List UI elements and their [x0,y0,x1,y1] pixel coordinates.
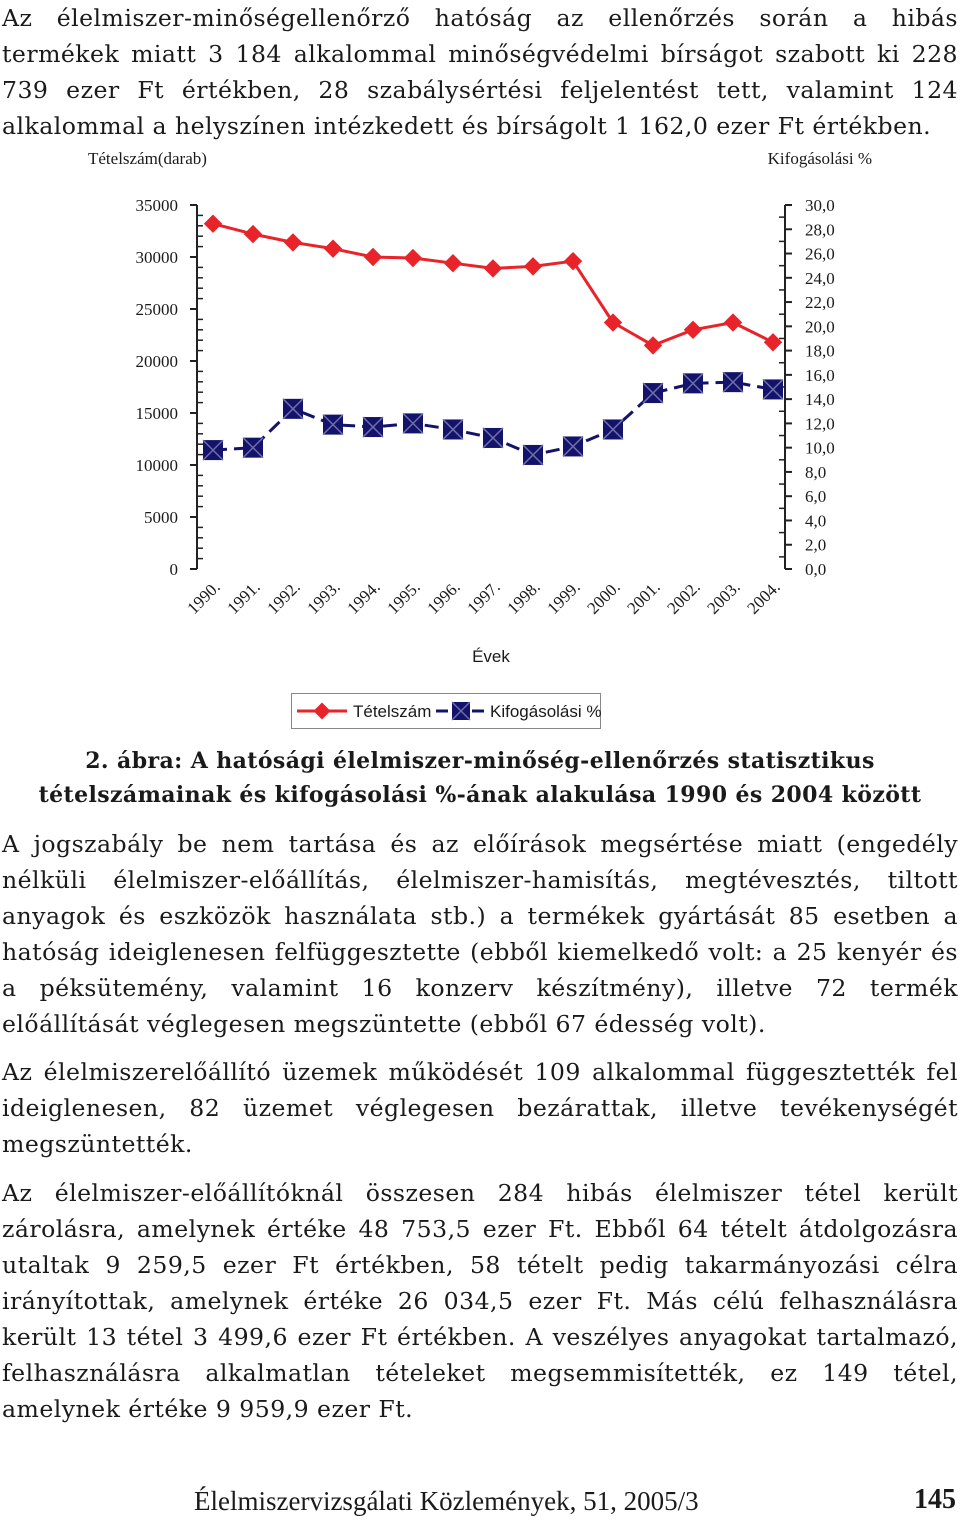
tetelszam-point [324,239,342,257]
tetelszam-point [684,321,702,339]
x-tick-label: 2000. [583,577,624,618]
page-number: 145 [914,1484,956,1515]
right-tick-label: 18,0 [805,341,835,361]
right-axis-title: Kifogásolási % [767,149,872,168]
x-tick-label: 1993. [303,577,344,618]
caption-line-1: 2. ábra: A hatósági élelmiszer-minőség-ellenőrzés statisztikus [85,748,875,774]
x-tick-label: 2004. [743,577,784,618]
tetelszam-point [724,313,742,331]
chart-svg [0,140,960,740]
left-tick-label: 5000 [144,508,178,527]
kifogasolasi-point [243,438,263,458]
tetelszam-point [604,313,622,331]
left-tick-label: 20000 [135,352,178,371]
x-tick-label: 1991. [223,577,264,618]
kifogasolasi-point [203,440,223,460]
legend-entry-kifogasolasi [436,702,602,721]
paragraph-1: A jogszabály be nem tartása és az előírások megsértése miatt (engedély nélküli élelmiszer-előállítás, élelmiszer-hamisítás, megtévesztés, tiltott anyagok és eszközök használata stb.) a termékek gyártását 85 esetben a hatóság ideiglenesen felfüggesztette (ebből kiemelkedő volt: a 25 kenyér és a péksütemény, valamint 16 konzerv készítmény), illetve 72 termék előállítását véglegesen megszüntette (ebből 67 édesség volt). [2,830,958,1038]
x-axis-title: Évek [472,647,510,666]
tetelszam-point [644,336,662,354]
right-tick-label: 24,0 [805,268,835,288]
kifogasolasi-point [763,379,783,399]
paragraph-intro: Az élelmiszer-minőségellenőrző hatóság az ellenőrzés során a hibás termékek miatt 3 184 alkalommal minőségvédelmi bírságot szabott ki 228 739 ezer Ft értékben, 28 szabálysértési feljelentést tett, valamint 124 alkalommal a helyszínen intézkedett és bírságolt 1 162,0 ezer Ft értékben. [2,4,958,140]
right-tick-label: 0,0 [805,560,827,579]
kifogasolasi-point [323,415,343,435]
kifogasolasi-point [283,399,303,419]
left-tick-label: 25000 [135,300,178,319]
chart-series [203,215,783,465]
right-tick-label: 16,0 [805,365,835,385]
kifogasolasi-point [563,436,583,456]
tetelszam-point [764,333,782,351]
x-tick-label: 1995. [383,577,424,618]
kifogasolasi-point [723,372,743,392]
x-tick-label: 1992. [263,577,304,618]
right-tick-label: 26,0 [805,244,835,264]
caption-line-2: tételszámainak és kifogásolási %-ának alakulása 1990 és 2004 között [38,782,922,808]
right-tick-label: 12,0 [805,414,835,434]
left-tick-label: 35000 [135,196,178,215]
tetelszam-point [244,225,262,243]
right-tick-label: 28,0 [805,220,835,240]
right-tick-label: 4,0 [805,511,827,531]
legend-label-kifogasolasi: Kifogásolási % [490,702,602,721]
right-tick-label: 20,0 [805,317,835,337]
legend-entry-tetelszam [297,702,431,721]
figure-caption [0,744,960,812]
x-tick-label: 1997. [463,577,504,618]
paragraph-2: Az élelmiszerelőállító üzemek működését 109 alkalommal függesztették fel ideiglenesen, 82 üzemet véglegesen bezárattak, illetve tevékenységét megszüntették. [2,1058,958,1158]
right-tick-label: 22,0 [805,293,835,313]
right-tick-label: 2,0 [805,535,827,555]
left-tick-label: 15000 [135,404,178,423]
x-tick-label: 1990. [183,577,224,618]
tetelszam-point [564,252,582,270]
left-tick-label: 30000 [135,248,178,267]
tetelszam-point [444,254,462,272]
diamond-marker-icon [314,703,331,720]
kifogasolasi-point [683,373,703,393]
journal-footer: Élelmiszervizsgálati Közlemények, 51, 2005/3 [194,1486,699,1516]
paragraph-3: Az élelmiszer-előállítóknál összesen 284 hibás élelmiszer tétel került zárolásra, amelynek értéke 48 753,5 ezer Ft. Ebből 64 tételt átdolgozásra utaltak 9 259,5 ezer Ft értékben, 58 tételt pedig takarmányozási célra irányítottak, amelynek értéke 26 034,5 ezer Ft. Más célú felhasználásra került 13 tétel 3 499,6 ezer Ft értékben. A veszélyes anyagokat tartalmazó, felhasználásra alkalmatlan tételeket megsemmisítették, ez 149 tétel, amelynek értéke 9 959,9 ezer Ft. [2,1179,958,1423]
x-tick-label: 1996. [423,577,464,618]
kifogasolasi-point [603,419,623,439]
chart-labels [88,149,872,666]
kifogasolasi-point [363,417,383,437]
kifogasolasi-point [643,383,663,403]
left-axis-title: Tételszám(darab) [88,149,207,168]
chart-legend [291,693,601,729]
right-tick-label: 10,0 [805,438,835,458]
kifogasolasi-point [483,428,503,448]
tetelszam-point [364,248,382,266]
tetelszam-point [284,233,302,251]
x-tick-label: 2002. [663,577,704,618]
right-tick-label: 6,0 [805,487,827,507]
tetelszam-point [204,215,222,233]
right-tick-label: 14,0 [805,390,835,410]
x-tick-label: 1994. [343,577,384,618]
chart [0,140,960,740]
legend-label-tetelszam: Tételszám [353,702,432,721]
left-tick-label: 10000 [135,456,178,475]
left-tick-label: 0 [169,560,178,579]
tetelszam-point [404,249,422,267]
tetelszam-point [484,259,502,277]
kifogasolasi-point [523,445,543,465]
x-tick-label: 1998. [503,577,544,618]
x-tick-label: 2003. [703,577,744,618]
tetelszam-point [524,257,542,275]
kifogasolasi-point [403,413,423,433]
x-tick-label: 1999. [543,577,584,618]
x-tick-label: 2001. [623,577,664,618]
right-tick-label: 8,0 [805,462,827,482]
right-tick-label: 30,0 [805,196,835,215]
kifogasolasi-point [443,419,463,439]
